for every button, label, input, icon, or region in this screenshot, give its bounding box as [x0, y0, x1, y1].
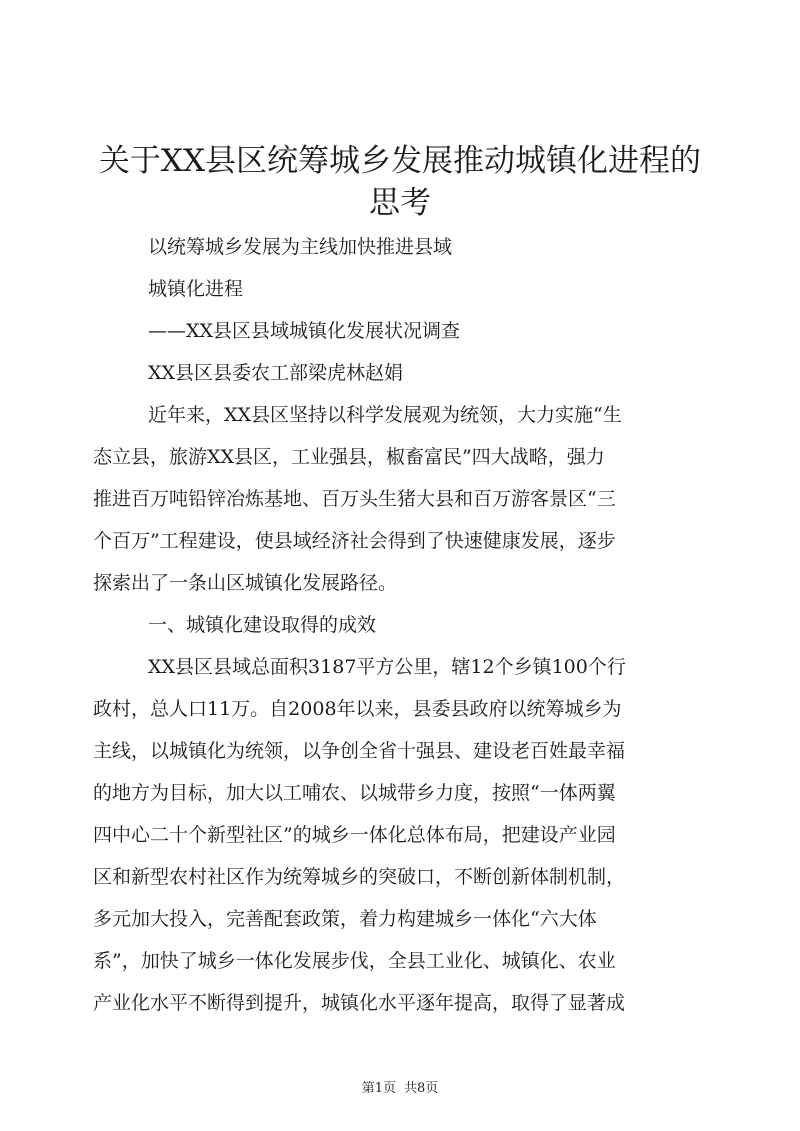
subtitle-line-1: 以统筹城乡发展为主线加快推进县域 — [148, 236, 453, 258]
body-line: 态立县，旅游XX县区，工业强县，椒畜富民”四大战略，强力 — [93, 446, 605, 468]
body-line: 的地方为目标，加大以工哺农、以城带乡力度，按照“一体两翼 — [93, 782, 616, 804]
title-line-2: 思考 — [369, 185, 431, 221]
page-total: 共8页 — [404, 1081, 439, 1096]
body-line: 推进百万吨铅锌冶炼基地、百万头生猪大县和百万游客景区“三 — [93, 488, 616, 510]
body-line: 近年来，XX县区坚持以科学发展观为统领，大力实施“生 — [148, 404, 622, 426]
author-line: XX县区县委农工部梁虎林赵娟 — [148, 362, 404, 384]
page-footer — [0, 1080, 800, 1098]
body-line: 四中心二十个新型社区”的城乡一体化总体布局，把建设产业园 — [93, 824, 616, 846]
body-line: 探索出了一条山区城镇化发展路径。 — [93, 572, 398, 594]
document-title — [60, 140, 740, 224]
body-line: 系”，加快了城乡一体化发展步伐，全县工业化、城镇化、农业 — [93, 950, 616, 972]
body-line: 政村，总人口11万。自2008年以来，县委县政府以统筹城乡为 — [93, 698, 622, 720]
body-line: 多元加大投入，完善配套政策，着力构建城乡一体化“六大体 — [93, 908, 597, 930]
body-line: 个百万”工程建设，使县域经济社会得到了快速健康发展，逐步 — [93, 530, 616, 552]
body-line: XX县区县域总面积3187平方公里，辖12个乡镇100个行 — [148, 656, 626, 678]
section-heading: 一、城镇化建设取得的成效 — [148, 614, 377, 636]
body-line: 区和新型农村社区作为统筹城乡的突破口，不断创新体制机制， — [93, 866, 626, 888]
body-line: 主线，以城镇化为统领，以争创全省十强县、建设老百姓最幸福 — [93, 740, 626, 762]
body-line: 产业化水平不断得到提升，城镇化水平逐年提高，取得了显著成 — [93, 992, 626, 1014]
title-line-1: 关于XX县区统筹城乡发展推动城镇化进程的 — [98, 143, 702, 179]
subtitle-line-3: ——XX县区县域城镇化发展状况调查 — [148, 320, 461, 342]
page-number: 第1页 — [361, 1081, 396, 1096]
subtitle-line-2: 城镇化进程 — [148, 278, 244, 300]
